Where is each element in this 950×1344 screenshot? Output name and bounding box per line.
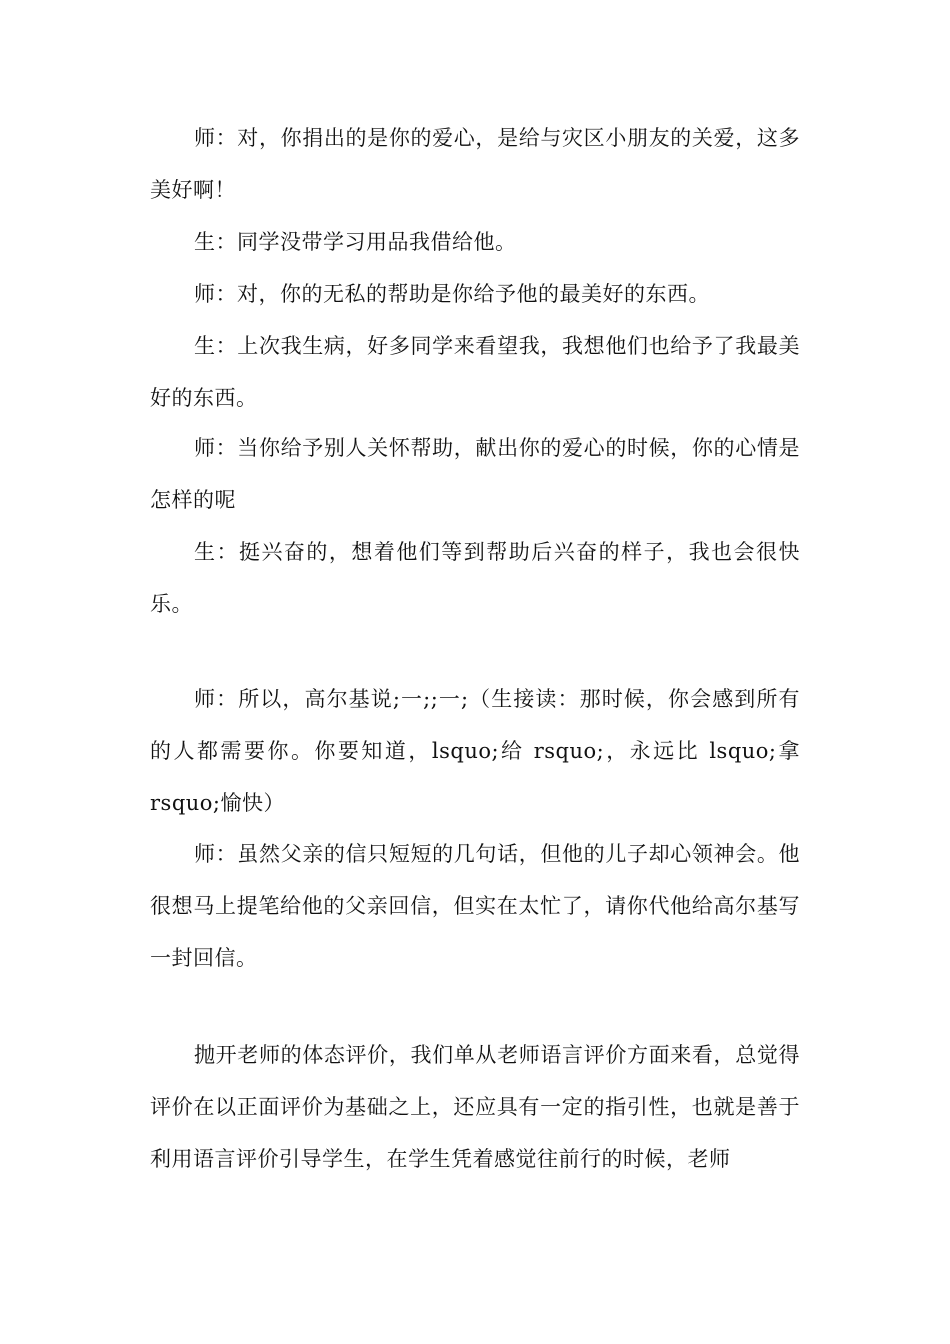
paragraph-6: 生：挺兴奋的，想着他们等到帮助后兴奋的样子，我也会很快乐。 — [150, 540, 800, 616]
paragraph-4: 生：上次我生病，好多同学来看望我，我想他们也给予了我最美好的东西。 — [150, 334, 800, 410]
paragraph-5: 师：当你给予别人关怀帮助，献出你的爱心的时候，你的心情是怎样的呢 — [150, 436, 800, 512]
paragraph-8: 师：虽然父亲的信只短短的几句话，但他的儿子却心领神会。他很想马上提笔给他的父亲回信，但实在太忙了，请你代他给高尔基写一封回信。 — [150, 842, 800, 970]
paragraph-3: 师：对，你的无私的帮助是你给予他的最美好的东西。 — [194, 282, 710, 306]
paragraph-2: 生：同学没带学习用品我借给他。 — [194, 230, 517, 254]
paragraph-7: 师：所以，高尔基说;一;;一;（生接读：那时候，你会感到所有的人都需要你。你要知道，lsquo;给 rsquo;，永远比 lsquo;拿 rsquo;愉快） — [150, 687, 800, 815]
paragraph-1: 师：对，你捐出的是你的爱心，是给与灾区小朋友的关爱，这多美好啊！ — [150, 126, 800, 202]
paragraph-9: 抛开老师的体态评价，我们单从老师语言评价方面来看，总觉得评价在以正面评价为基础之上，还应具有一定的指引性，也就是善于利用语言评价引导学生，在学生凭着感觉往前行的时候，老师 — [150, 1043, 800, 1171]
